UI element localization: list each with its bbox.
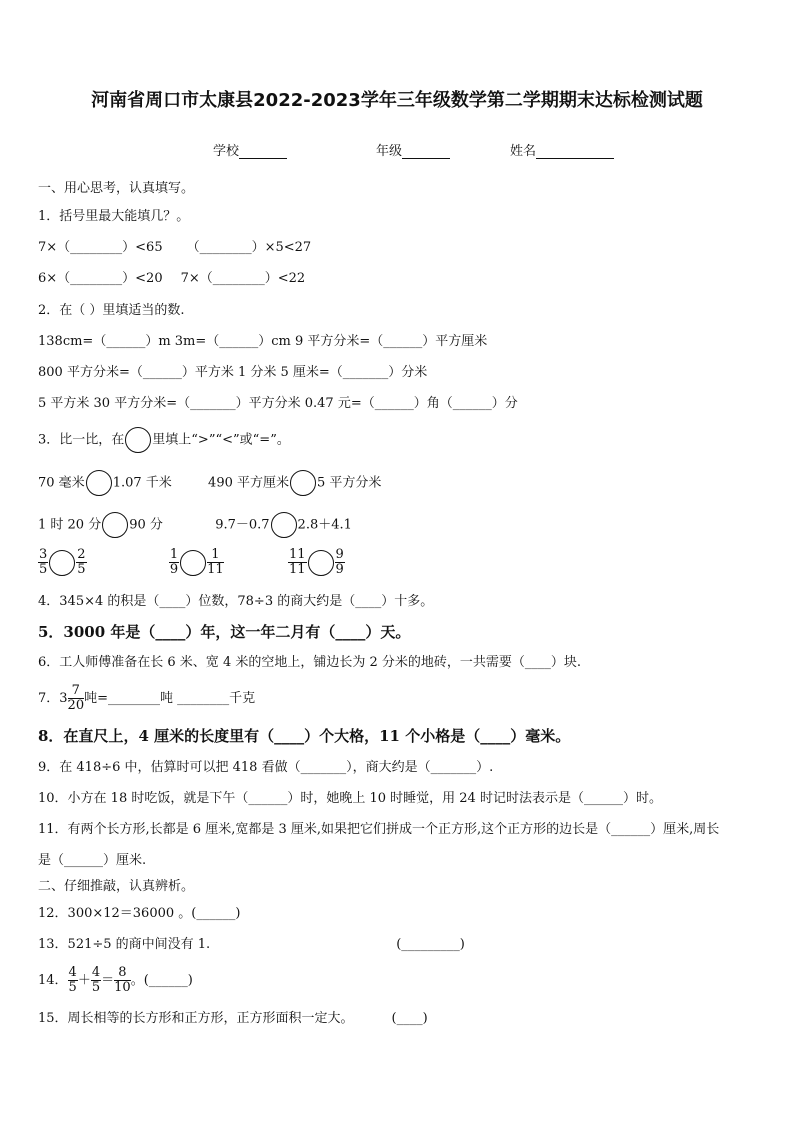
- question-6: 6．工人师傅准备在长 6 米、宽 4 米的空地上，铺边长为 2 分米的地砖，一共需要（____）块.: [38, 655, 582, 670]
- question-12: 12．300×12＝36000 。(______): [38, 906, 241, 921]
- question-13: 13．521÷5 的商中间没有 1. (_________): [38, 937, 465, 952]
- fraction: $\frac{11}{11}$: [288, 547, 306, 577]
- name-blank[interactable]: [536, 144, 614, 159]
- question-8: 8．在直尺上，4 厘米的长度里有（____）个大格，11 个小格是（____）毫米。: [38, 727, 571, 745]
- question-4: 4．345×4 的积是（____）位数，78÷3 的商大约是（____）十多。: [38, 594, 434, 609]
- fraction: $\frac{4}{5}$: [91, 965, 101, 995]
- compare-circle[interactable]: [308, 550, 334, 576]
- name-field: 姓名: [510, 140, 614, 159]
- compare-circle: [125, 427, 151, 453]
- fraction: $\frac{7}{20}$: [67, 683, 85, 713]
- question-11: 11．有两个长方形,长都是 6 厘米,宽都是 3 厘米,如果把它们拼成一个正方形,这个正方形的边长是（______）厘米,周长: [38, 822, 720, 837]
- section-1-heading: 一、用心思考，认真填写。: [38, 181, 195, 196]
- fraction: $\frac{1}{9}$: [169, 547, 179, 577]
- q2-line-3: 5 平方米 30 平方分米=（_______）平方分米 0.47 元=（______）角（______）分: [38, 396, 518, 411]
- fraction: $\frac{2}{5}$: [77, 547, 86, 577]
- compare-circle[interactable]: [271, 512, 297, 538]
- question-9: 9．在 418÷6 中，估算时可以把 418 看做（_______），商大约是（_______）.: [38, 760, 494, 775]
- question-7: 7．3 $\frac{7}{20}$ 吨=________吨 ________千克: [38, 683, 256, 713]
- fraction: $\frac{4}{5}$: [68, 965, 77, 995]
- fraction: $\frac{9}{9}$: [335, 547, 344, 577]
- fraction: $\frac{3}{5}$: [39, 547, 48, 577]
- q2-line-2: 800 平方分米=（______）平方米 1 分米 5 厘米=（_______）分米: [38, 365, 428, 380]
- q3-line-3: [38, 548, 345, 577]
- compare-circle[interactable]: [290, 470, 316, 496]
- school-blank[interactable]: [239, 144, 287, 159]
- grade-field: 年级: [376, 140, 450, 159]
- q2-line-1: 138cm=（______）m 3m=（______）cm 9 平方分米=（______）平方厘米: [38, 334, 488, 349]
- school-field: 学校: [213, 140, 287, 159]
- question-15: 15．周长相等的长方形和正方形，正方形面积一定大。 (____): [38, 1011, 428, 1026]
- fraction: $\frac{1}{11}$: [207, 547, 224, 577]
- section-2-heading: 二、仔细推敲，认真辨析。: [38, 879, 195, 894]
- page-title: 河南省周口市太康县2022-2023学年三年级数学第二学期期末达标检测试题: [91, 90, 703, 111]
- question-2: 2．在（ ）里填适当的数.: [38, 303, 185, 318]
- question-11-cont: 是（______）厘米.: [38, 853, 147, 868]
- q1-line-2: 6×（________）<20 7×（________）<22: [38, 271, 306, 286]
- compare-circle[interactable]: [180, 550, 206, 576]
- question-3: 3．比一比，在 里填上“>”“<”或“=”。: [38, 427, 290, 453]
- grade-blank[interactable]: [402, 144, 450, 159]
- compare-circle[interactable]: [49, 550, 75, 576]
- question-10: 10．小方在 18 时吃饭，就是下午（______）时，她晚上 10 时睡觉，用 24 时记时法表示是（______）时。: [38, 791, 662, 806]
- question-1: 1．括号里最大能填几？。: [38, 209, 190, 224]
- compare-circle[interactable]: [86, 470, 112, 496]
- fraction: $\frac{8}{10}$: [114, 965, 131, 995]
- q3-line-1: 70 毫米 1.07 千米 490 平方厘米 5 平方分米: [38, 470, 381, 496]
- q1-line-1: 7×（________）<65 （________）×5<27: [38, 240, 312, 255]
- q3-line-2: 1 时 20 分 90 分 9.7－0.7 2.8＋4.1: [38, 512, 352, 538]
- question-5: 5．3000 年是（____）年，这一年二月有（____）天。: [38, 623, 411, 641]
- question-14: 14． $\frac{4}{5}$ ＋ $\frac{4}{5}$ ＝ $\frac{8}{10}$ 。(______): [38, 965, 193, 995]
- compare-circle[interactable]: [102, 512, 128, 538]
